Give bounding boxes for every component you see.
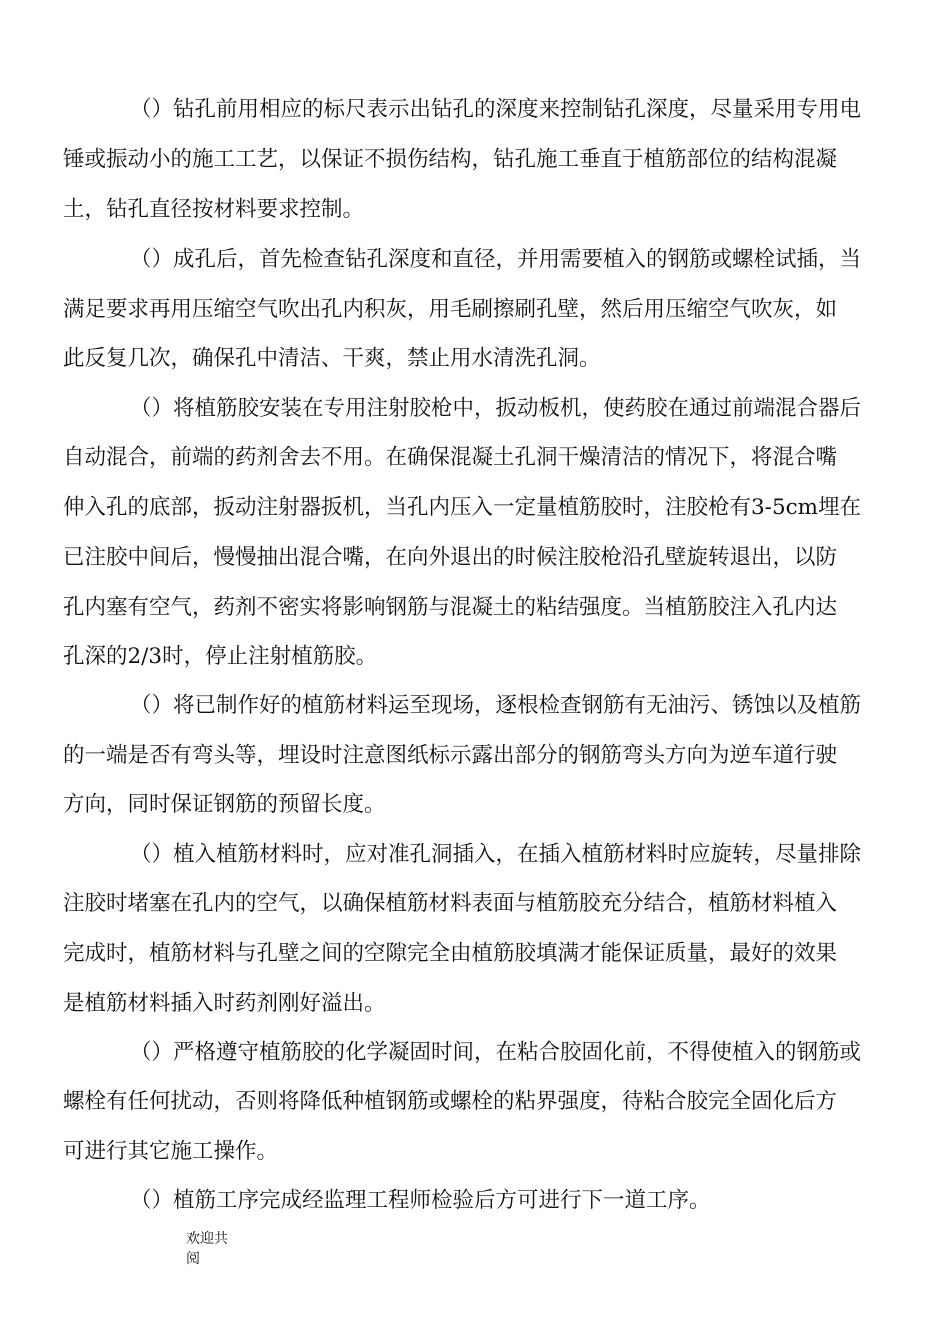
paragraph-3-line-5: 孔内塞有空气，药剂不密实将影响钢筋与混凝土的粘结强度。当植筋胶注入孔内达 <box>63 595 838 620</box>
paragraph-4-line-2: 的一端是否有弯头等，埋设时注意图纸标示露出部分的钢筋弯头方向为逆车道行驶 <box>63 743 838 768</box>
paragraph-4-line-1: （）将已制作好的植筋材料运至现场，逐根检查钢筋有无油污、锈蚀以及植筋 <box>130 693 862 718</box>
paragraph-6-line-2: 螺栓有任何扰动，否则将降低种植钢筋或螺栓的粘界强度，待粘合胶完全固化后方 <box>63 1089 838 1114</box>
paragraph-7-line-1: （）植筋工序完成经监理工程师检验后方可进行下一道工序。 <box>130 1188 711 1213</box>
paragraph-4-line-3: 方向，同时保证钢筋的预留长度。 <box>63 792 386 817</box>
paragraph-2-line-3: 此反复几次，确保孔中清洁、干爽，禁止用水清洗孔洞。 <box>63 346 601 371</box>
paragraph-3-line-3: 伸入孔的底部，扳动注射器扳机，当孔内压入一定量植筋胶时，注胶枪有3-5cm埋在 <box>63 495 862 520</box>
footer-line-2: 阅 <box>186 1251 200 1267</box>
paragraph-6-line-3: 可进行其它施工操作。 <box>63 1139 279 1164</box>
paragraph-5-line-4: 是植筋材料插入时药剂刚好溢出。 <box>63 991 386 1016</box>
paragraph-3-line-2: 自动混合，前端的药剂舍去不用。在确保混凝土孔洞干燥清洁的情况下，将混合嘴 <box>63 445 838 470</box>
paragraph-1-line-3: 土，钻孔直径按材料要求控制。 <box>63 197 365 222</box>
paragraph-1-line-1: （）钻孔前用相应的标尺表示出钻孔的深度来控制钻孔深度，尽量采用专用电 <box>130 97 862 122</box>
footer-line-1: 欢迎共 <box>186 1231 228 1247</box>
paragraph-2-line-2: 满足要求再用压缩空气吹出孔内积灰，用毛刷擦刷孔壁，然后用压缩空气吹灰，如 <box>63 297 838 322</box>
paragraph-1-line-2: 锤或振动小的施工工艺，以保证不损伤结构，钻孔施工垂直于植筋部位的结构混凝 <box>63 147 838 172</box>
paragraph-5-line-3: 完成时，植筋材料与孔壁之间的空隙完全由植筋胶填满才能保证质量，最好的效果 <box>63 941 838 966</box>
paragraph-5-line-1: （）植入植筋材料时，应对准孔洞插入，在插入植筋材料时应旋转，尽量排除 <box>130 842 862 867</box>
paragraph-3-line-1: （）将植筋胶安装在专用注射胶枪中，扳动板机，使药胶在通过前端混合器后 <box>130 396 862 421</box>
paragraph-2-line-1: （）成孔后，首先检查钻孔深度和直径，并用需要植入的钢筋或螺栓试插，当 <box>130 247 862 272</box>
paragraph-5-line-2: 注胶时堵塞在孔内的空气，以确保植筋材料表面与植筋胶充分结合，植筋材料植入 <box>63 891 838 916</box>
paragraph-3-line-6: 孔深的2/3时，停止注射植筋胶。 <box>63 644 378 669</box>
paragraph-6-line-1: （）严格遵守植筋胶的化学凝固时间，在粘合胶固化前，不得使植入的钢筋或 <box>130 1040 862 1065</box>
paragraph-3-line-4: 已注胶中间后，慢慢抽出混合嘴，在向外退出的时候注胶枪沿孔壁旋转退出，以防 <box>63 545 838 570</box>
footer-note <box>186 1229 228 1269</box>
